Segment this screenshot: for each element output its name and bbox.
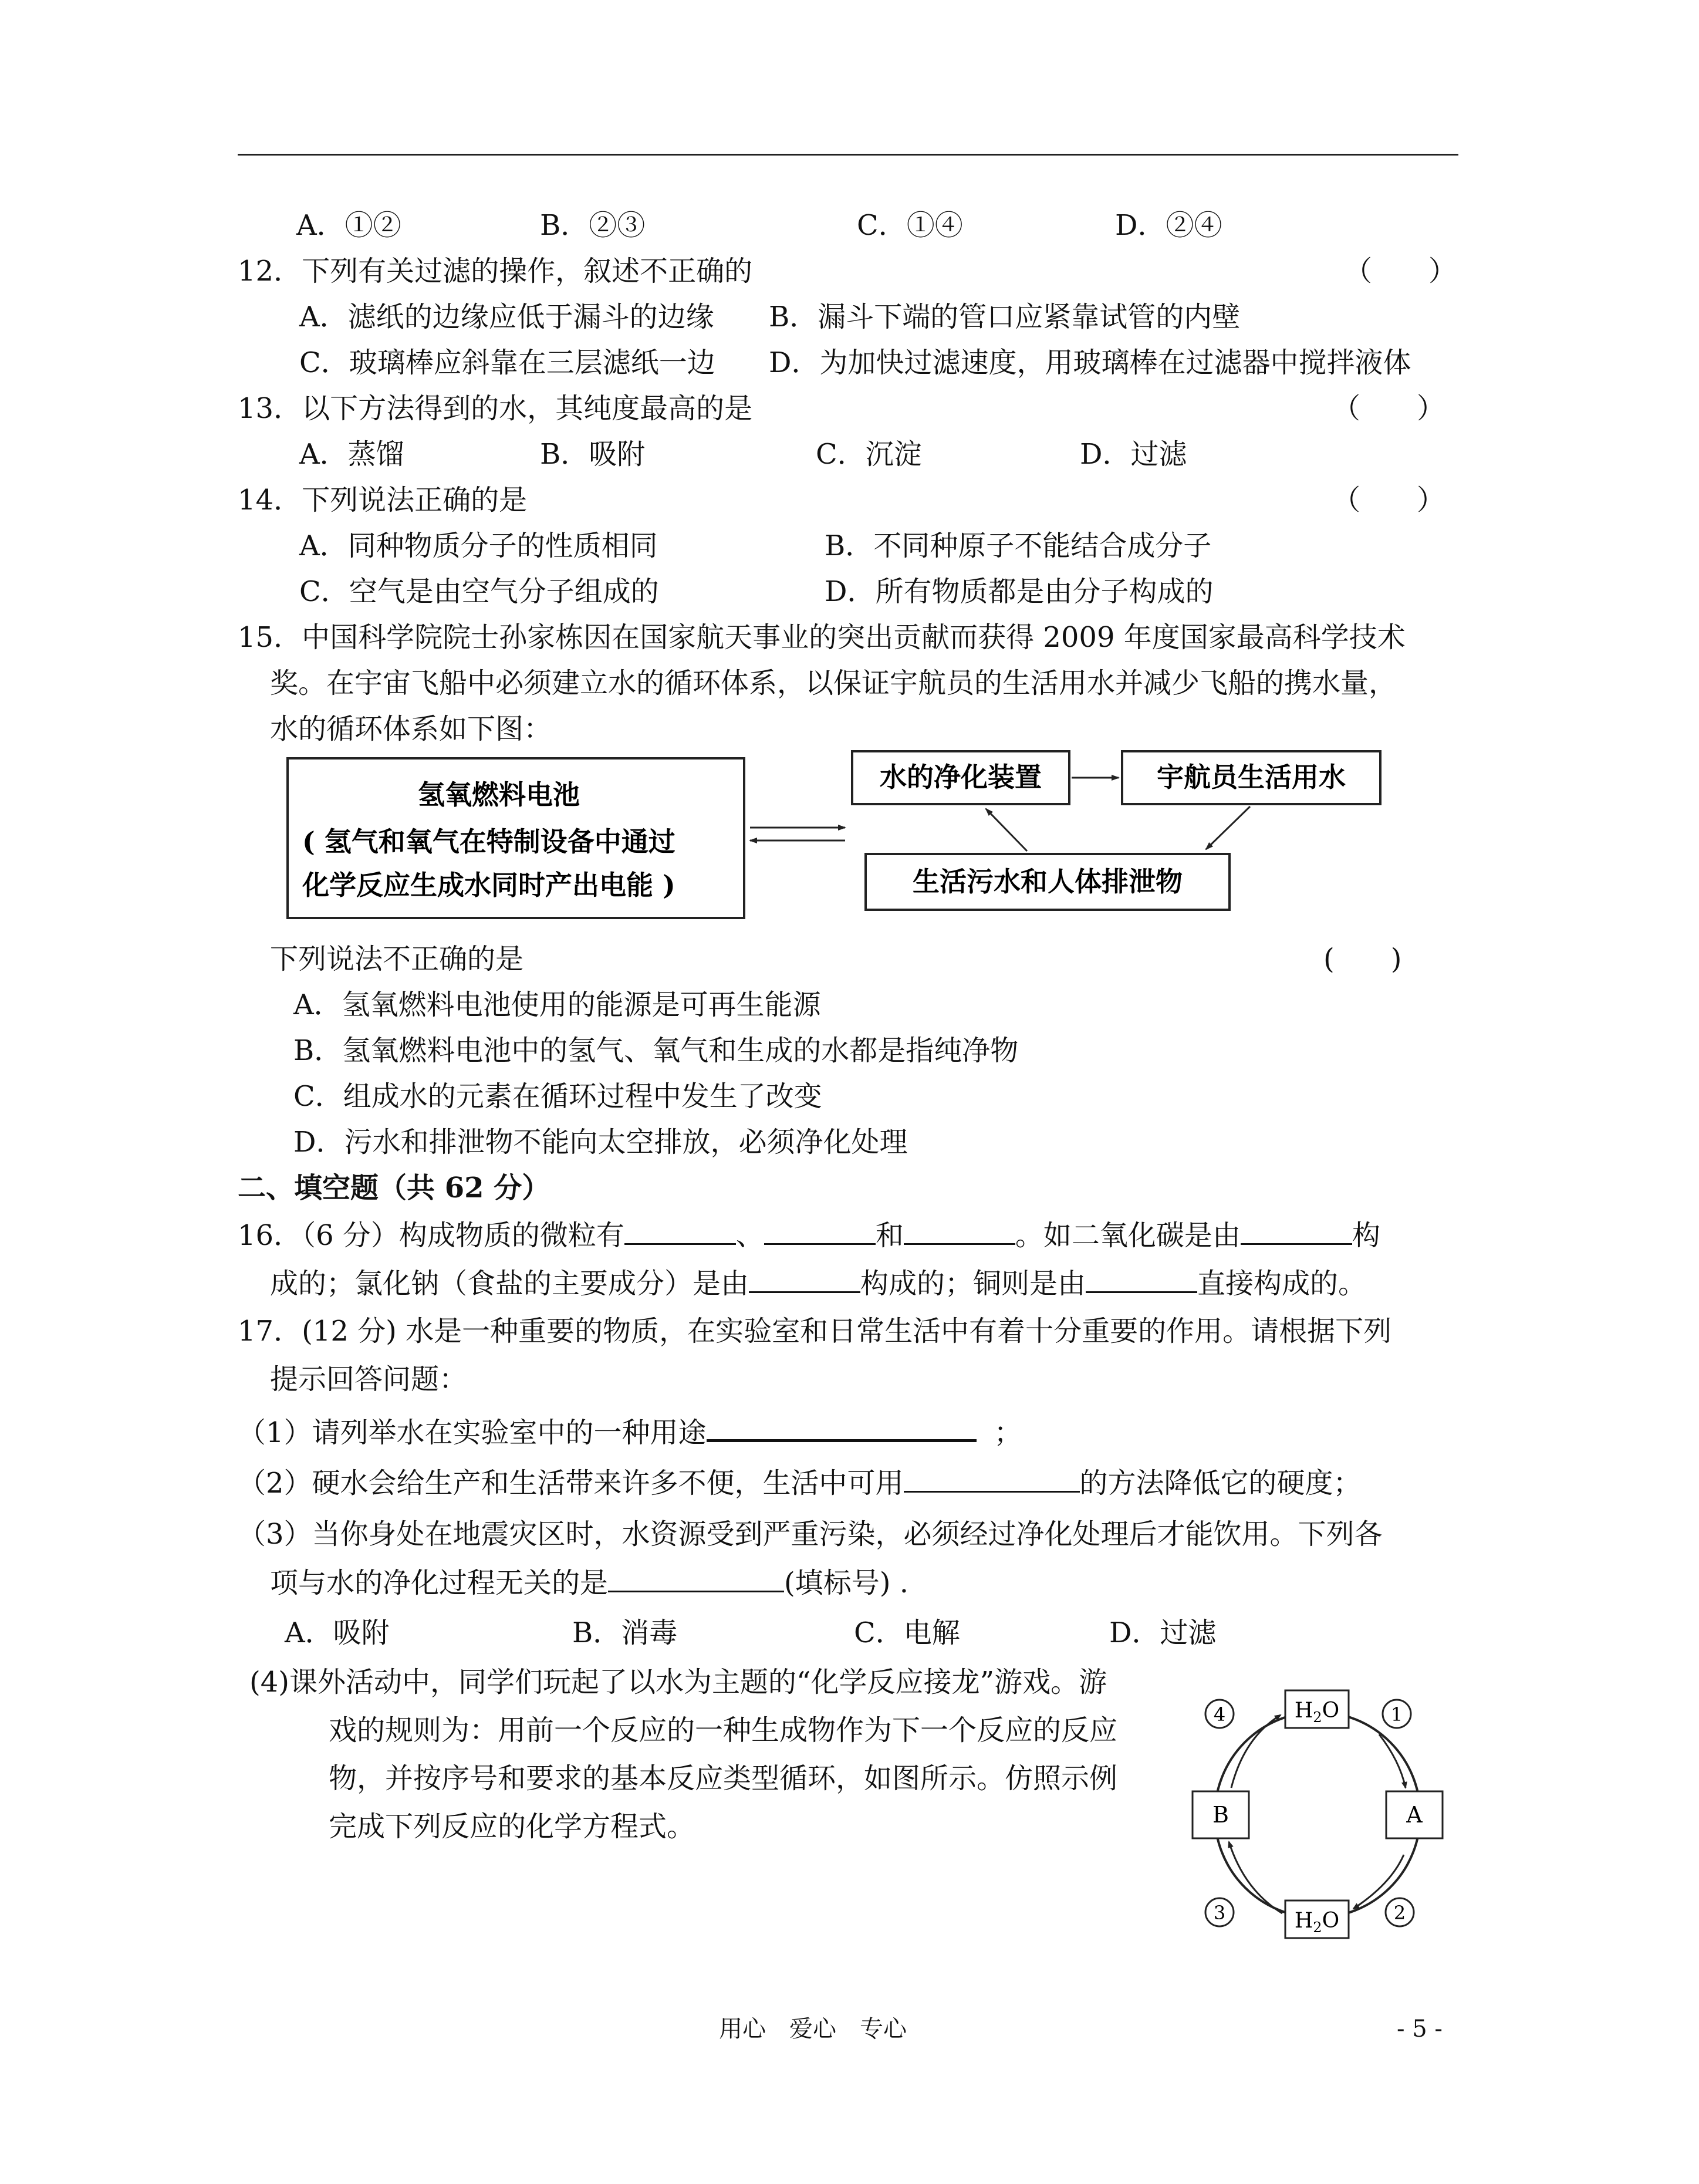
q17-stem-line2: 提示回答问题： — [270, 1363, 468, 1396]
q16-text-c: 和 — [875, 1219, 904, 1252]
q15-option-d[interactable]: D．污水和排泄物不能向太空排放，必须净化处理 — [293, 1126, 908, 1159]
q17-part3-end: (填标号) . — [784, 1567, 908, 1599]
q13-option-d[interactable]: D．过滤 — [1080, 438, 1187, 471]
q14-option-d[interactable]: D．所有物质都是由分子构成的 — [825, 575, 1214, 608]
q15-stem-line1: 15．中国科学院院士孙家栋因在国家航天事业的突出贡献而获得 2009 年度国家最高科学技术 — [238, 621, 1406, 654]
q17-part2-end: 的方法降低它的硬度； — [1079, 1467, 1362, 1500]
q12-option-b[interactable]: B．漏斗下端的管口应紧靠试管的内壁 — [769, 301, 1241, 333]
q12-option-a[interactable]: A．滤纸的边缘应低于漏斗的边缘 — [299, 301, 714, 333]
q16-blank-3[interactable] — [904, 1217, 1015, 1245]
cycle-b-label: B — [1212, 1802, 1229, 1828]
q17-part2-text: （2）硬水会给生产和生活带来许多不便，生活中可用 — [238, 1467, 904, 1500]
q16-blank-4[interactable] — [1241, 1217, 1352, 1245]
q15-option-c[interactable]: C．组成水的元素在循环过程中发生了改变 — [293, 1080, 822, 1113]
q17-part1-text: （1）请列举水在实验室中的一种用途 — [238, 1416, 707, 1449]
q15-answer-paren[interactable]: ( ) — [1323, 943, 1402, 975]
cycle-arrow-1 — [1379, 1734, 1406, 1788]
q16-line1 — [238, 1217, 1380, 1253]
q13-answer-paren[interactable]: （ ） — [1332, 392, 1445, 425]
section-2-points: 62 — [444, 1172, 484, 1204]
q17-part4-line4: 完成下列反应的化学方程式。 — [329, 1810, 695, 1843]
cycle-step-1-label: 1 — [1390, 1703, 1403, 1726]
arrow-waste-to-purifier — [986, 809, 1027, 851]
q17-part4-line1: (4)课外活动中，同学们玩起了以水为主题的“化学反应接龙”游戏。游 — [249, 1666, 1107, 1699]
fuel-cell-desc-1: ( 氢气和氧气在特制设备中通过 — [302, 826, 675, 858]
q16-blank-1[interactable] — [624, 1217, 736, 1245]
q17-part2-blank[interactable] — [904, 1465, 1080, 1493]
reaction-cycle-diagram — [1180, 1679, 1473, 1949]
q16-line2 — [270, 1265, 1366, 1301]
arrow-to-waste — [1206, 806, 1250, 849]
q17-part1 — [238, 1413, 1022, 1450]
cycle-a-label: A — [1406, 1802, 1423, 1828]
q16-blank-6[interactable] — [1086, 1265, 1197, 1293]
q17-part3-line2 — [270, 1565, 908, 1601]
q12-answer-paren[interactable]: （ ） — [1344, 255, 1457, 288]
q17-part1-blank[interactable] — [707, 1413, 977, 1442]
q14-option-a[interactable]: A．同种物质分子的性质相同 — [299, 529, 658, 562]
q15-option-b[interactable]: B．氢氧燃料电池中的氢气、氧气和生成的水都是指纯净物 — [293, 1034, 1019, 1067]
astronaut-water-label: 宇航员生活用水 — [1157, 761, 1346, 793]
page-number: - 5 - — [1397, 2016, 1443, 2043]
q16-text-b: 、 — [735, 1219, 764, 1252]
q11-option-d[interactable]: D．②④ — [1115, 209, 1222, 242]
q14-option-b[interactable]: B．不同种原子不能结合成分子 — [825, 529, 1212, 562]
cycle-bottom-h2o-label: $H_2O$ — [1294, 1909, 1340, 1936]
q15-stem-line3: 水的循环体系如下图： — [270, 713, 552, 745]
q16-blank-2[interactable] — [764, 1217, 876, 1245]
section-2-title-prefix: 二、填空题（共 — [238, 1172, 445, 1204]
fuel-cell-title: 氢氧燃料电池 — [418, 779, 580, 811]
fuel-cell-desc-2: 化学反应生成水同时产出电能 ) — [302, 869, 675, 901]
q17-part4-line3: 物，并按序号和要求的基本反应类型循环，如图所示。仿照示例 — [329, 1762, 1118, 1795]
purifier-label: 水的净化装置 — [880, 761, 1042, 793]
q16-text-e: 构 — [1352, 1219, 1380, 1252]
q17-part3-option-c[interactable]: C．电解 — [854, 1616, 960, 1649]
q17-part4-line2: 戏的规则为：用前一个反应的一种生成物作为下一个反应的反应 — [329, 1714, 1118, 1747]
header-rule — [238, 154, 1458, 156]
q15-option-a[interactable]: A．氢氧燃料电池使用的能源是可再生能源 — [293, 988, 821, 1021]
q17-part1-end: ； — [994, 1416, 1022, 1449]
q16-text-f: 成的；氯化钠（食盐的主要成分）是由 — [270, 1267, 749, 1300]
q14-stem: 14．下列说法正确的是 — [238, 484, 528, 517]
q17-part3-blank[interactable] — [608, 1565, 784, 1592]
cycle-step-4-label: 4 — [1213, 1703, 1226, 1726]
q16-blank-5[interactable] — [749, 1265, 860, 1293]
q17-part3-option-a[interactable]: A．吸附 — [285, 1616, 390, 1649]
q13-option-a[interactable]: A．蒸馏 — [299, 438, 404, 471]
q16-text-d: 。如二氧化碳是由 — [1015, 1219, 1241, 1252]
q12-option-d[interactable]: D．为加快过滤速度，用玻璃棒在过滤器中搅拌液体 — [769, 346, 1411, 379]
q13-option-c[interactable]: C．沉淀 — [816, 438, 922, 471]
q17-part3-line1: （3）当你身处在地震灾区时，水资源受到严重污染，必须经过净化处理后才能饮用。下列各 — [238, 1518, 1383, 1551]
q17-part2 — [238, 1465, 1362, 1501]
q11-option-b[interactable]: B．②③ — [540, 209, 646, 242]
q14-answer-paren[interactable]: （ ） — [1332, 484, 1445, 517]
q15-question: 下列说法不正确的是 — [270, 943, 524, 975]
q17-part3-option-d[interactable]: D．过滤 — [1109, 1616, 1217, 1649]
q17-part3-option-b[interactable]: B．消毒 — [572, 1616, 678, 1649]
waste-label: 生活污水和人体排泄物 — [913, 866, 1183, 897]
q13-stem: 13．以下方法得到的水，其纯度最高的是 — [238, 392, 753, 425]
q12-option-c[interactable]: C．玻璃棒应斜靠在三层滤纸一边 — [299, 346, 715, 379]
q17-stem-line1: 17．(12 分) 水是一种重要的物质，在实验室和日常生活中有着十分重要的作用。请根据下列 — [238, 1315, 1392, 1348]
q16-text-a: 16．（6 分）构成物质的微粒有 — [238, 1219, 624, 1252]
cycle-step-2-label: 2 — [1393, 1902, 1406, 1924]
cycle-step-3-label: 3 — [1213, 1902, 1226, 1924]
q11-option-c[interactable]: C．①④ — [857, 209, 963, 242]
q14-option-c[interactable]: C．空气是由空气分子组成的 — [299, 575, 659, 608]
section-2-title — [238, 1170, 550, 1206]
cycle-arrow-4 — [1231, 1715, 1281, 1788]
q17-part3-text: 项与水的净化过程无关的是 — [270, 1567, 609, 1599]
section-2-title-suffix: 分） — [484, 1172, 550, 1204]
q13-option-b[interactable]: B．吸附 — [540, 438, 646, 471]
q12-stem: 12．下列有关过滤的操作，叙述不正确的 — [238, 255, 753, 288]
q16-text-h: 直接构成的。 — [1197, 1267, 1367, 1300]
cycle-top-h2o-label: $H_2O$ — [1294, 1699, 1340, 1726]
water-cycle-diagram — [276, 745, 1391, 921]
q15-stem-line2: 奖。在宇宙飞船中必须建立水的循环体系，以保证宇航员的生活用水并减少飞船的携水量， — [270, 667, 1397, 700]
footer-motto: 用心 爱心 专心 — [719, 2016, 907, 2043]
q16-text-g: 构成的；铜则是由 — [860, 1267, 1086, 1300]
q11-option-a[interactable]: A．①② — [296, 209, 401, 242]
